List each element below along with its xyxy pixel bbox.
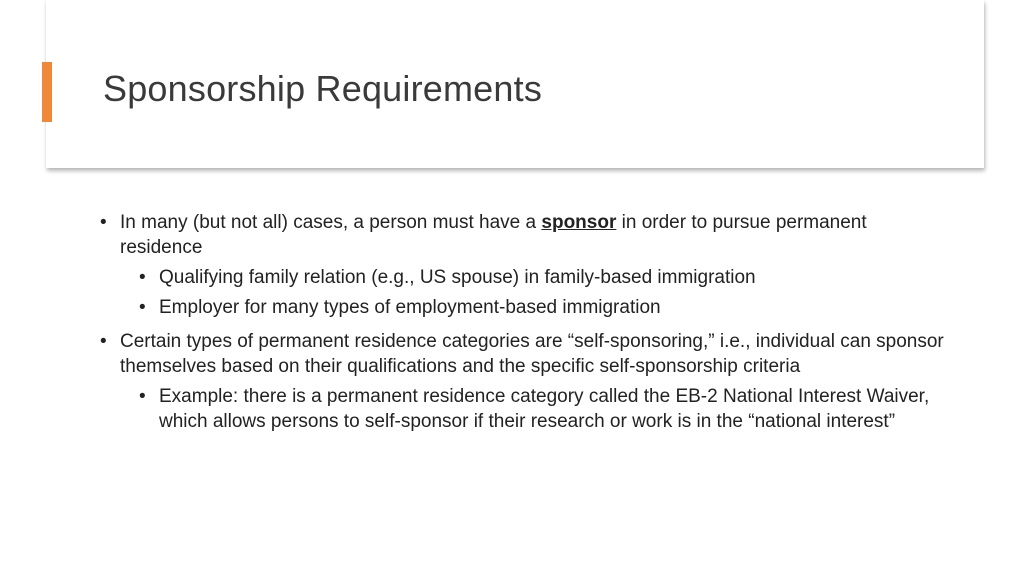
bullet-self-sponsoring: • Certain types of permanent residence categories are “self-sponsoring,” i.e., individual can sponsor themselves based on their qualifications and the specific self-sponsorship criteria xyxy=(100,329,950,379)
bullet-sponsor-requirement xyxy=(100,210,950,260)
sub-bullet-family-relation: • Qualifying family relation (e.g., US spouse) in family-based immigration xyxy=(139,265,950,290)
sub-bullet-employer: • Employer for many types of employment-based immigration xyxy=(139,295,950,320)
slide-body xyxy=(100,210,950,434)
bullet-text-after: in order to pursue permanent residence xyxy=(120,212,867,258)
sub-bullet-eb2-niw: • Example: there is a permanent residence category called the EB-2 National Interest Waiver, which allows persons to self-sponsor if their research or work is in the “national interest” xyxy=(139,384,950,434)
bullet-text-before: In many (but not all) cases, a person must have a xyxy=(120,212,542,233)
sponsor-keyword: sponsor xyxy=(541,212,617,233)
title-accent-bar xyxy=(42,62,52,122)
slide-title: Sponsorship Requirements xyxy=(103,68,543,109)
